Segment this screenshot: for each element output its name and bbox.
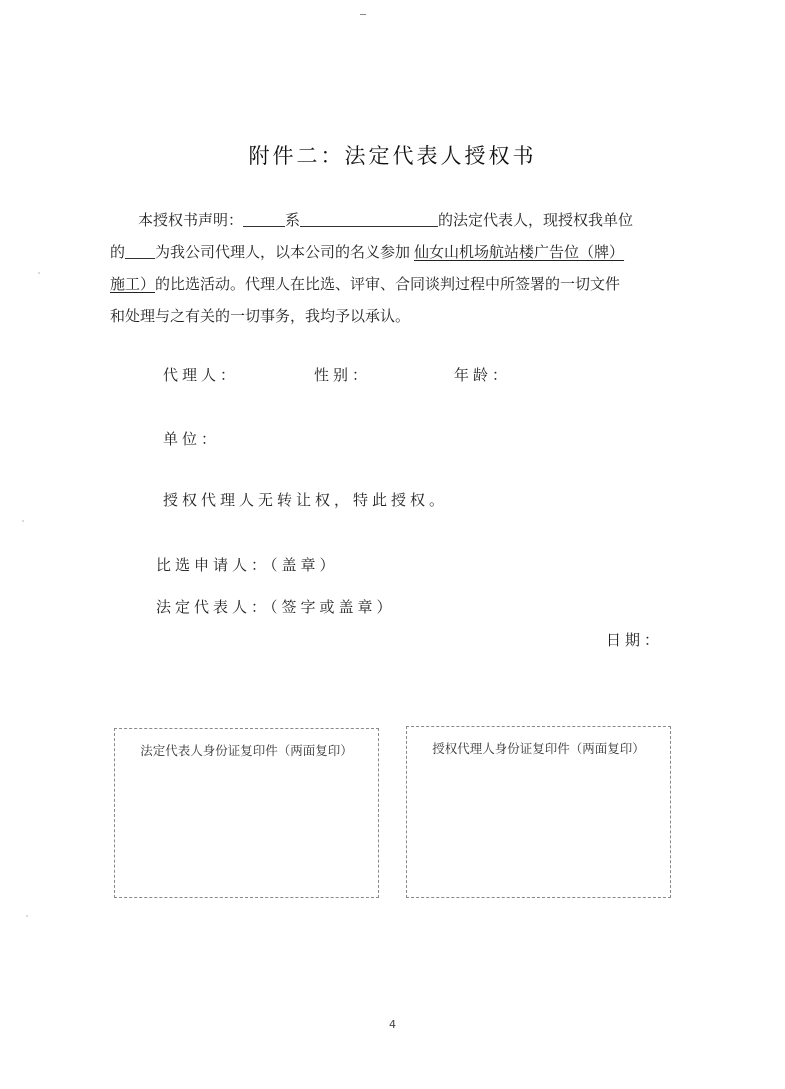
legal-rep-sign-label: 法定代表人：（签字或盖章）: [156, 598, 396, 616]
project-name-part2: 施工）: [110, 275, 156, 293]
date-label: 日期：: [606, 631, 664, 649]
statement-line-3: [110, 268, 670, 300]
scan-mark: [360, 14, 366, 15]
statement-line2-prefix: 的: [110, 243, 126, 261]
company-blank[interactable]: [300, 208, 438, 227]
no-transfer-statement: 授权代理人无转让权，特此授权。: [163, 491, 449, 509]
project-name-part1: 仙女山机场航站楼广告位（牌）: [414, 243, 625, 261]
statement-line2-mid: 为我公司代理人，以本公司的名义参加: [155, 243, 411, 261]
legal-rep-id-copy-box[interactable]: [114, 728, 379, 898]
name-blank[interactable]: [243, 208, 285, 227]
authorization-statement: [110, 204, 670, 332]
page-number: 4: [389, 1018, 396, 1031]
statement-prefix: 本授权书声明：: [138, 211, 244, 229]
agent-id-copy-box[interactable]: [406, 726, 671, 898]
agent-id-copy-label: 授权代理人身份证复印件（两面复印）: [432, 741, 645, 756]
statement-line3-suffix: 的比选活动。代理人在比选、评审、合同谈判过程中所签署的一切文件: [155, 275, 621, 293]
scan-speck: [26, 915, 28, 917]
statement-line-2: [110, 236, 670, 268]
applicant-seal-label: 比选申请人：（盖章）: [156, 556, 339, 574]
statement-sys: 系: [285, 211, 301, 229]
statement-line-4: 和处理与之有关的一切事务，我均予以承认。: [110, 307, 411, 325]
age-label: 年龄：: [454, 366, 512, 384]
unit-label: 单位：: [163, 430, 221, 448]
agent-label: 代理人：: [163, 366, 240, 384]
statement-line1-suffix: 的法定代表人，现授权我单位: [438, 211, 634, 229]
legal-rep-id-copy-label: 法定代表人身份证复印件（两面复印）: [140, 743, 353, 758]
document-title: 附件二：法定代表人授权书: [248, 144, 537, 168]
statement-line-1: [110, 204, 670, 236]
scan-speck: [38, 272, 40, 274]
scan-speck: [22, 520, 24, 522]
agent-blank[interactable]: [125, 240, 155, 259]
gender-label: 性别：: [314, 366, 372, 384]
